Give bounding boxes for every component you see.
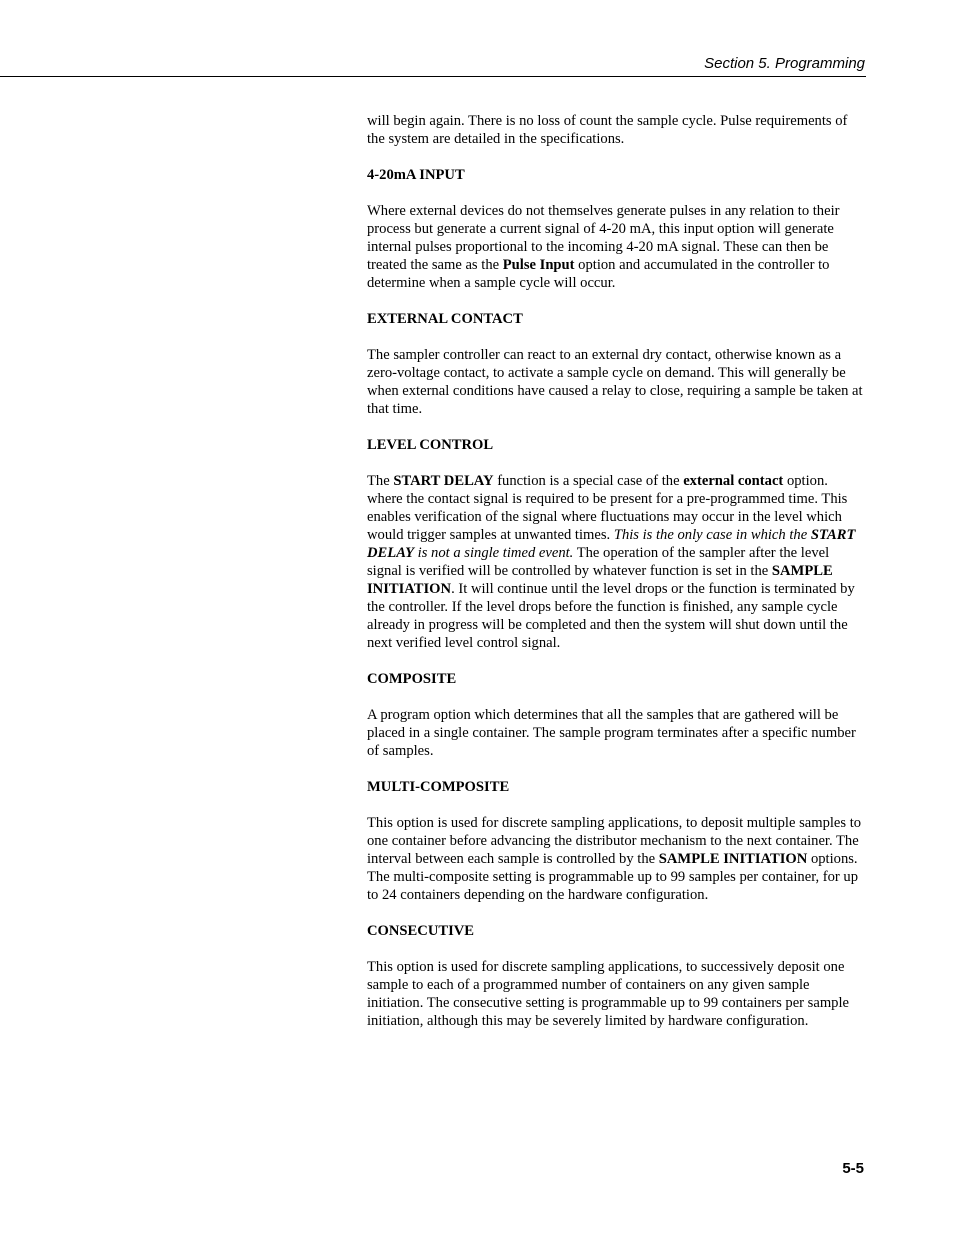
bold-sample-initiation: SAMPLE INITIATION xyxy=(658,851,808,867)
page-header xyxy=(0,0,954,77)
paragraph-consecutive: This option is used for discrete sampling applications, to successively deposit one sample to each of a programmed number of containers on any given sample initiation. The consecutive setting is programmable up to 99 containers per sample initiation, although this may be severely limited by hardware configuration. xyxy=(367,959,850,1029)
paragraph-multi-composite xyxy=(367,814,867,904)
heading-consecutive: CONSECUTIVE xyxy=(367,923,475,939)
heading-multi-composite: MULTI-COMPOSITE xyxy=(367,779,510,795)
text-run: options. The multi-composite setting is programmable up to 99 samples per container, for up to 24 containers depending on the hardware configuration. xyxy=(367,851,859,903)
text-run: function is a special case of the xyxy=(493,473,684,489)
bold-start-delay: START DELAY xyxy=(367,527,856,561)
heading-external-contact: EXTERNAL CONTACT xyxy=(367,311,523,327)
heading-4-20ma-input: 4-20mA INPUT xyxy=(367,167,465,183)
section-title: Section 5. Programming xyxy=(704,55,865,72)
bold-start-delay: START DELAY xyxy=(393,473,494,489)
text-run: This option is used for discrete sampling applications, to deposit multiple samples to one container before advancing the distributor mechanism to the next container. The interval between each sample is controlled by the xyxy=(367,815,862,867)
intro-paragraph: will begin again. There is no loss of count the sample cycle. Pulse requirements of the system are detailed in the specifications. xyxy=(367,113,848,147)
text-run: . It will continue until the level drops or the function is terminated by the controller. If the level drops before the function is finished, any sample cycle already in progress will be completed and then the system will shut down until the next verified level control signal. xyxy=(367,581,855,651)
text-run: The operation of the sampler after the level signal is verified will be controlled by whatever function is set in the xyxy=(367,545,830,579)
bold-sample-initiation: SAMPLE INITIATION xyxy=(367,563,833,597)
text-run: Where external devices do not themselves generate pulses in any relation to their process but generate a current signal of 4-20 mA, this input option will generate internal pulses proportional to the incoming 4-20 mA signal. These can then be treated the same as the xyxy=(367,203,840,273)
paragraph-composite: A program option which determines that all the samples that are gathered will be placed in a single container. The sample program terminates after a specific number of samples. xyxy=(367,707,856,759)
paragraph-level-control xyxy=(367,472,867,652)
header-rule xyxy=(0,76,866,77)
bold-external-contact: external contact xyxy=(683,473,784,489)
paragraph-external-contact: The sampler controller can react to an external dry contact, otherwise known as a zero-voltage contact, to activate a sample cycle on demand. This will generally be when external conditions have caused a relay to close, requiring a sample be taken at that time. xyxy=(367,347,863,417)
text-run: is not a single timed event. xyxy=(414,545,574,561)
bold-pulse-input: Pulse Input xyxy=(502,257,575,273)
page-number: 5-5 xyxy=(842,1160,864,1177)
text-run: The xyxy=(367,473,394,489)
text-run: option. where the contact signal is required to be present for a pre-programmed time. This enables verification of the signal where fluctuations may occur in the level which would trigger samples at unwanted times. xyxy=(367,473,848,543)
text-run: option and accumulated in the controller to determine when a sample cycle will occur. xyxy=(367,257,830,291)
heading-composite: COMPOSITE xyxy=(367,671,457,687)
text-run: This is the only case in which the xyxy=(613,527,811,543)
paragraph-4-20ma-input xyxy=(367,202,867,292)
main-content xyxy=(367,112,867,1048)
heading-level-control: LEVEL CONTROL xyxy=(367,437,494,453)
